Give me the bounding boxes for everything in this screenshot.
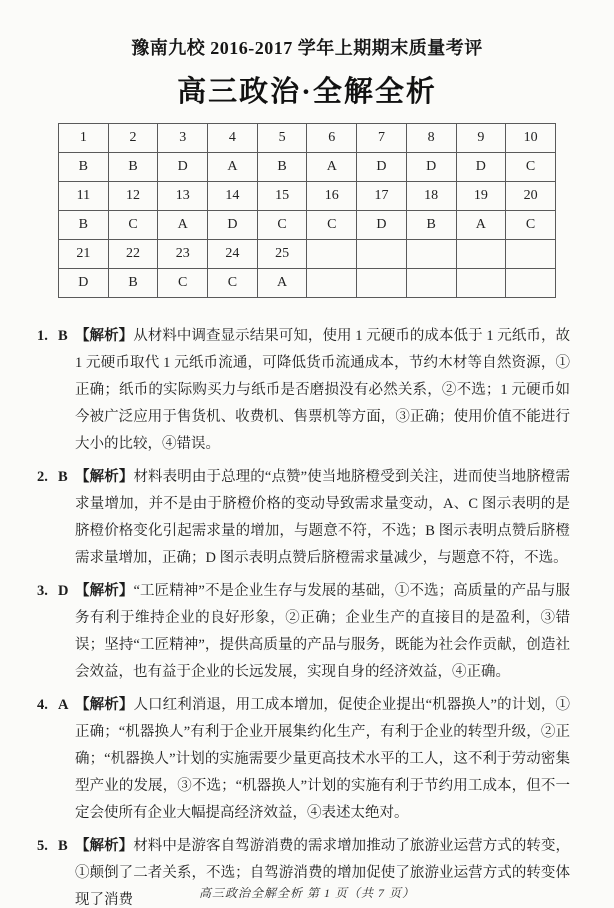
- answer-cell: [506, 240, 556, 269]
- answer-cell: C: [506, 211, 556, 240]
- answer-cell: [357, 240, 407, 269]
- explanation-body-text: 人口红利消退，用工成本增加，促使企业提出“机器换人”的计划，①正确；“机器换人”有利于企业开展集约化生产，有利于企业的转型升级，②正确；“机器换人”计划的实施需要少量更高技术水平的工人，这不利于劳动密集型产业的发展，③不选；“机器换人”计划的实施有利于节约用工成本，但不一定会使所有企业大幅提高经济效益，④表述太绝对。: [75, 697, 571, 821]
- answer-cell: D: [158, 153, 208, 182]
- answer-cell: 25: [257, 240, 307, 269]
- answer-cell: 16: [307, 182, 357, 211]
- answer-cell: B: [59, 211, 109, 240]
- answer-cell: 22: [108, 240, 158, 269]
- explanation-text: [75, 578, 570, 686]
- answer-cell: [456, 269, 506, 298]
- question-number: 5.: [37, 838, 48, 854]
- answer-letter: B: [58, 469, 68, 485]
- answer-cell: 7: [357, 124, 407, 153]
- answer-cell: B: [406, 211, 456, 240]
- answer-cell: 3: [158, 124, 208, 153]
- explanation-text: [75, 464, 570, 572]
- answer-cell: 2: [108, 124, 158, 153]
- explanation-text: [75, 323, 570, 458]
- explanation-item: [37, 578, 570, 686]
- answer-cell: 18: [406, 182, 456, 211]
- answer-cell: 4: [208, 124, 258, 153]
- answer-letter: B: [58, 328, 68, 344]
- answer-cell: [307, 240, 357, 269]
- answer-cell: B: [257, 153, 307, 182]
- answer-table-row: [59, 240, 556, 269]
- answer-table-row: [59, 124, 556, 153]
- explanation-item: [37, 692, 570, 827]
- explanation-body-text: 材料表明由于总理的“点赞”使当地脐橙受到关注，进而使当地脐橙需求量增加，并不是由于脐橙价格的变动导致需求量变动，A、C 图示表明的是脐橙价格变化引起需求量的增加，与题意不符，不选；B 图示表明点赞后脐橙需求量增加，正确；D 图示表明点赞后脐橙需求量减少，与题意不符，不选。: [75, 469, 571, 566]
- explanation-item: [37, 464, 570, 572]
- answer-cell: C: [208, 269, 258, 298]
- answer-cell: 19: [456, 182, 506, 211]
- answer-cell: D: [406, 153, 456, 182]
- explanation-body-text: 材料中是游客自驾游消费的需求增加推动了旅游业运营方式的转变，①颠倒了二者关系，不选；自驾游消费的增加促使了旅游业运营方式的转变体现了消费: [75, 838, 571, 908]
- answer-cell: B: [108, 153, 158, 182]
- explanation-list: [37, 323, 570, 908]
- answer-cell: C: [506, 153, 556, 182]
- answer-cell: B: [59, 153, 109, 182]
- analysis-label: 【解析】: [75, 583, 134, 599]
- answer-cell: A: [257, 269, 307, 298]
- answer-letter: A: [58, 697, 69, 713]
- question-number: 2.: [37, 469, 48, 485]
- answer-cell: A: [208, 153, 258, 182]
- explanation-item: [37, 323, 570, 458]
- answer-cell: 5: [257, 124, 307, 153]
- explanation-body-text: 从材料中调查显示结果可知，使用 1 元硬币的成本低于 1 元纸币，故 1 元硬币取代 1 元纸币流通，可降低货币流通成本，节约木材等自然资源，①正确；纸币的实际购买力与纸币是否磨损没有必然关系，②不选；1 元硬币如今被广泛应用于售货机、收费机、售票机等方面，③正确；使用价值不能进行大小的比较，④错误。: [75, 328, 571, 452]
- explanation-text: [75, 692, 570, 827]
- answer-cell: [406, 269, 456, 298]
- answer-cell: D: [357, 153, 407, 182]
- answer-cell: 13: [158, 182, 208, 211]
- analysis-label: 【解析】: [75, 697, 134, 713]
- answer-letter: D: [58, 583, 69, 599]
- answer-cell: 6: [307, 124, 357, 153]
- answer-cell: [506, 269, 556, 298]
- answer-cell: 24: [208, 240, 258, 269]
- answer-cell: 11: [59, 182, 109, 211]
- answer-cell: D: [456, 153, 506, 182]
- answer-cell: 9: [456, 124, 506, 153]
- answer-cell: 8: [406, 124, 456, 153]
- answer-cell: 12: [108, 182, 158, 211]
- page-footer: 高三政治全解全析 第 1 页（共 7 页）: [198, 886, 415, 900]
- answer-cell: 10: [506, 124, 556, 153]
- answer-cell: 21: [59, 240, 109, 269]
- answer-cell: A: [456, 211, 506, 240]
- analysis-label: 【解析】: [75, 328, 134, 344]
- answer-cell: C: [158, 269, 208, 298]
- answer-key-table-body: [59, 124, 556, 298]
- answer-cell: D: [208, 211, 258, 240]
- answer-key-table: [58, 123, 556, 298]
- answer-letter: B: [58, 838, 68, 854]
- answer-cell: B: [108, 269, 158, 298]
- answer-cell: D: [59, 269, 109, 298]
- answer-table-row: [59, 269, 556, 298]
- answer-cell: 20: [506, 182, 556, 211]
- answer-cell: C: [257, 211, 307, 240]
- answer-table-row: [59, 153, 556, 182]
- page-subtitle: 高三政治·全解全析: [177, 76, 437, 108]
- answer-cell: 14: [208, 182, 258, 211]
- question-number: 3.: [37, 583, 48, 599]
- answer-cell: D: [357, 211, 407, 240]
- question-number: 1.: [37, 328, 48, 344]
- answer-cell: 15: [257, 182, 307, 211]
- page-title: 豫南九校 2016-2017 学年上期期末质量考评: [131, 38, 483, 58]
- answer-cell: [456, 240, 506, 269]
- answer-table-row: [59, 182, 556, 211]
- answer-cell: 1: [59, 124, 109, 153]
- answer-cell: C: [108, 211, 158, 240]
- answer-cell: C: [307, 211, 357, 240]
- answer-cell: 23: [158, 240, 208, 269]
- answer-table-row: [59, 211, 556, 240]
- answer-cell: 17: [357, 182, 407, 211]
- answer-cell: A: [307, 153, 357, 182]
- answer-cell: A: [158, 211, 208, 240]
- analysis-label: 【解析】: [75, 469, 134, 485]
- analysis-label: 【解析】: [75, 838, 134, 854]
- explanation-body-text: “工匠精神”不是企业生存与发展的基础，①不选；高质量的产品与服务有利于维持企业的良好形象，②正确；企业生产的直接目的是盈利，③错误；坚持“工匠精神”，提供高质量的产品与服务，既能为社会作贡献，创造社会效益，也有益于企业的长远发展，实现自身的经济效益，④正确。: [75, 583, 571, 680]
- answer-cell: [307, 269, 357, 298]
- answer-cell: [406, 240, 456, 269]
- answer-cell: [357, 269, 407, 298]
- question-number: 4.: [37, 697, 48, 713]
